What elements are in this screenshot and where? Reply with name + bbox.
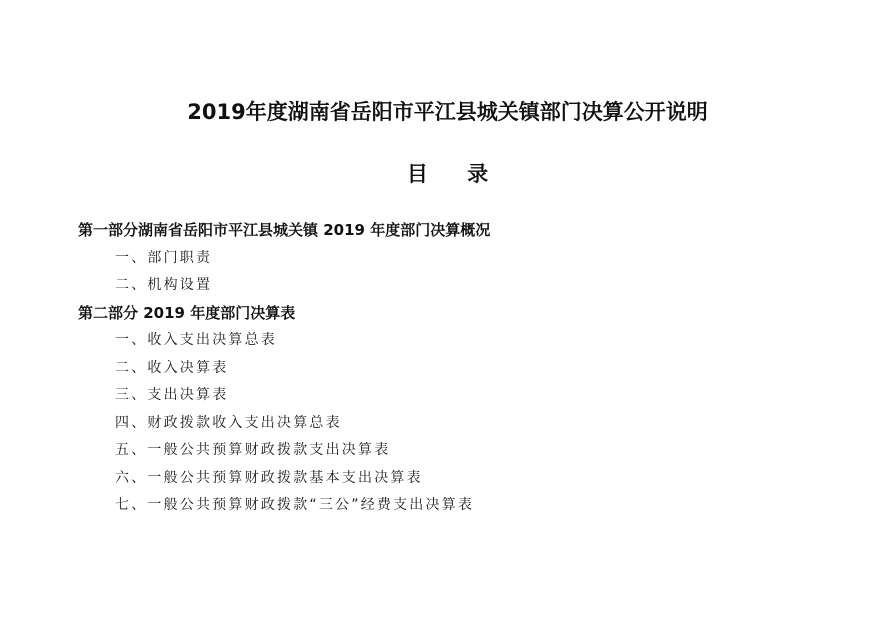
- toc-item-general-budget-expenditure: 五、一般公共预算财政拨款支出决算表: [115, 442, 391, 458]
- toc-item-income-table: 二、收入决算表: [115, 359, 229, 376]
- toc-item-expenditure-table: 三、支出决算表: [115, 387, 229, 403]
- toc-item-organization-setup: 二、机构设置: [115, 277, 213, 293]
- toc-item-fiscal-appropriation-summary: 四、财政拨款收入支出决算总表: [115, 414, 342, 431]
- toc-item-income-expenditure-summary: 一、收入支出决算总表: [115, 332, 277, 348]
- toc-item-general-budget-basic-expenditure: 六、一般公共预算财政拨款基本支出决算表: [115, 469, 423, 486]
- toc-item-department-duties: 一、部门职责: [115, 249, 213, 266]
- toc-part-1: 第一部分湖南省岳阳市平江县城关镇 2019 年度部门决算概况: [78, 221, 491, 239]
- toc-item-three-public-expenses: 七、一般公共预算财政拨款“三公”经费支出决算表: [115, 497, 475, 513]
- toc-part-2: 第二部分 2019 年度部门决算表: [78, 303, 296, 322]
- document-title: 2019年度湖南省岳阳市平江县城关镇部门决算公开说明: [187, 100, 708, 124]
- toc-heading: 目 录: [406, 162, 505, 186]
- table-of-contents: [78, 217, 858, 520]
